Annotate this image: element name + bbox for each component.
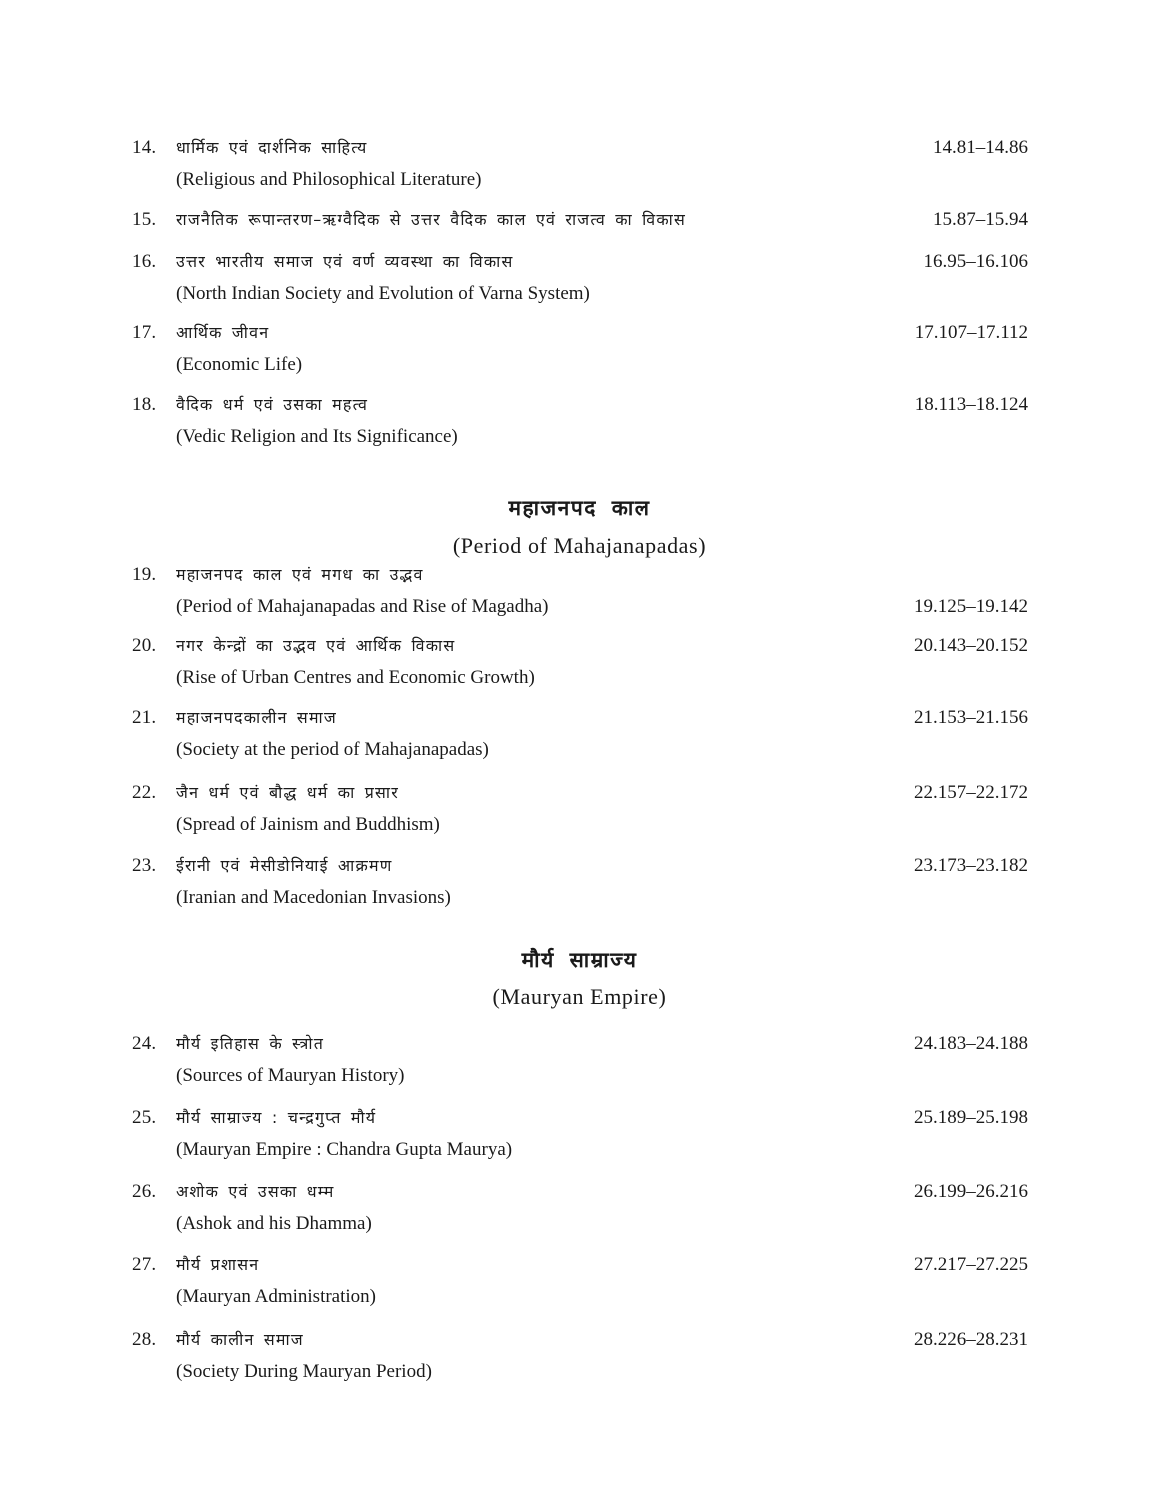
entry-title-hindi: मौर्य इतिहास के स्त्रोत — [176, 1034, 325, 1053]
entry-page-range: 17.107–17.112 — [914, 322, 1028, 343]
entry-number: 22. — [132, 782, 157, 803]
entry-title-english: (Society During Mauryan Period) — [176, 1361, 432, 1382]
entry-page-range: 15.87–15.94 — [933, 209, 1028, 230]
entry-page-range: 28.226–28.231 — [914, 1329, 1028, 1350]
entry-title-hindi: राजनैतिक रूपान्तरण–ऋग्वैदिक से उत्तर वैदिक काल एवं राजत्व का विकास — [176, 210, 687, 229]
entry-title-english: (Iranian and Macedonian Invasions) — [176, 887, 451, 908]
entry-title-hindi: मौर्य साम्राज्य : चन्द्रगुप्त मौर्य — [176, 1108, 377, 1127]
entry-page-range: 19.125–19.142 — [914, 596, 1028, 617]
entry-title-english: (Economic Life) — [176, 354, 303, 375]
entry-number: 24. — [132, 1033, 157, 1054]
section-heading-hindi: मौर्य साम्राज्य — [521, 948, 638, 972]
entry-title-hindi: अशोक एवं उसका धम्म — [176, 1182, 335, 1201]
entry-title-hindi: वैदिक धर्म एवं उसका महत्व — [176, 395, 369, 414]
entry-page-range: 20.143–20.152 — [914, 635, 1028, 656]
entry-page-range: 23.173–23.182 — [914, 855, 1028, 876]
entry-title-english: (Sources of Mauryan History) — [176, 1065, 405, 1086]
entry-page-range: 26.199–26.216 — [914, 1181, 1028, 1202]
entry-title-english: (Mauryan Empire : Chandra Gupta Maurya) — [176, 1139, 513, 1160]
entry-title-english: (Period of Mahajanapadas and Rise of Magadha) — [176, 596, 549, 617]
entry-number: 27. — [132, 1254, 157, 1275]
entry-title-english: (Mauryan Administration) — [176, 1286, 376, 1307]
entry-title-english: (Rise of Urban Centres and Economic Growth) — [176, 667, 535, 688]
entry-title-hindi: जैन धर्म एवं बौद्ध धर्म का प्रसार — [176, 783, 399, 802]
entry-title-english: (Religious and Philosophical Literature) — [176, 169, 482, 190]
entry-number: 14. — [132, 137, 157, 158]
entry-number: 19. — [132, 564, 157, 585]
entry-title-hindi: मौर्य प्रशासन — [176, 1255, 260, 1274]
entry-number: 21. — [132, 707, 157, 728]
entry-page-range: 18.113–18.124 — [914, 394, 1028, 415]
entry-number: 26. — [132, 1181, 157, 1202]
section-heading-english: (Period of Mahajanapadas) — [452, 533, 707, 558]
entry-title-hindi: मौर्य कालीन समाज — [176, 1330, 304, 1349]
entry-title-hindi: धार्मिक एवं दार्शनिक साहित्य — [176, 138, 368, 157]
entry-page-range: 27.217–27.225 — [914, 1254, 1028, 1275]
entry-page-range: 21.153–21.156 — [914, 707, 1028, 728]
entry-number: 20. — [132, 635, 157, 656]
entry-page-range: 25.189–25.198 — [914, 1107, 1028, 1128]
entry-title-english: (Society at the period of Mahajanapadas) — [176, 739, 489, 760]
entry-title-hindi: आर्थिक जीवन — [176, 323, 270, 342]
entry-title-hindi: महाजनपदकालीन समाज — [176, 708, 337, 727]
entry-number: 17. — [132, 322, 157, 343]
entry-title-english: (Ashok and his Dhamma) — [176, 1213, 372, 1234]
entry-number: 18. — [132, 394, 157, 415]
entry-title-hindi: उत्तर भारतीय समाज एवं वर्ण व्यवस्था का विकास — [176, 252, 514, 271]
entry-title-english: (North Indian Society and Evolution of Varna System) — [176, 283, 590, 304]
section-heading-hindi: महाजनपद काल — [508, 496, 651, 520]
entry-title-hindi: महाजनपद काल एवं मगध का उद्भव — [176, 565, 424, 584]
entry-number: 16. — [132, 251, 157, 272]
entry-page-range: 22.157–22.172 — [914, 782, 1028, 803]
entry-page-range: 24.183–24.188 — [914, 1033, 1028, 1054]
entry-number: 15. — [132, 209, 157, 230]
entry-number: 28. — [132, 1329, 157, 1350]
entry-page-range: 16.95–16.106 — [923, 251, 1028, 272]
entry-page-range: 14.81–14.86 — [933, 137, 1028, 158]
entry-number: 25. — [132, 1107, 157, 1128]
entry-title-english: (Vedic Religion and Its Significance) — [176, 426, 458, 447]
entry-number: 23. — [132, 855, 157, 876]
entry-title-hindi: ईरानी एवं मेसीडोनियाई आक्रमण — [176, 856, 393, 875]
entry-title-english: (Spread of Jainism and Buddhism) — [176, 814, 440, 835]
entry-title-hindi: नगर केन्द्रों का उद्भव एवं आर्थिक विकास — [176, 636, 456, 655]
section-heading-english: (Mauryan Empire) — [492, 984, 667, 1009]
